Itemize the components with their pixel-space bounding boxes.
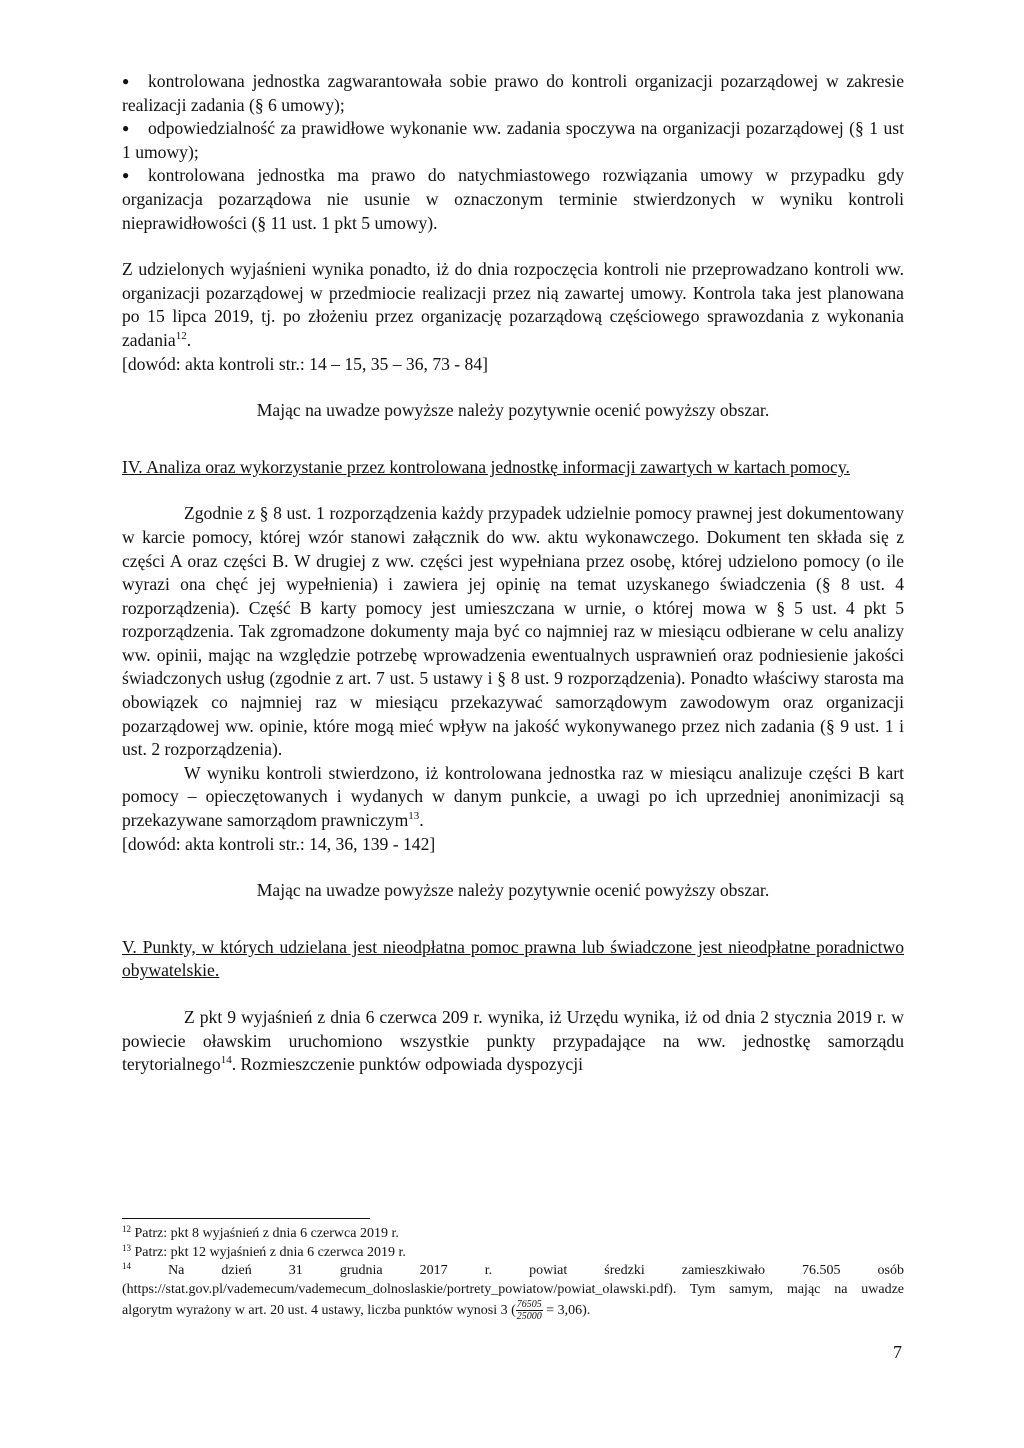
section-v-paragraph: Z pkt 9 wyjaśnień z dnia 6 czerwca 209 r. wynika, iż Urzędu wynika, iż od dnia 2 stycznia 2019 r. w powiecie oławskim uruchomiono wszystkie punkty przypadające na ww. jednostkę samorządu terytorialnego$^{14}$. Rozmieszczenie punktów odpowiada dyspozycji [122, 1007, 904, 1075]
footnotes [122, 1218, 904, 1322]
page-number: 7 [893, 1342, 902, 1362]
bullet-icon: ● [122, 121, 130, 136]
footnote-ref: 12 [175, 329, 187, 342]
page-body [122, 70, 904, 1077]
footnote: $^{14}$ Na dzień 31 grudnia 2017 r. powiat średzki zamieszkiwało 76.505 osób (https://stat.gov.pl/vademecum/vademecum_dolnoslaskie/portrety_powiatow/powiat_olawski.pdf). Tym samym, mając na uwadze algorytm wyrażony w art. 20 ust. 4 ustawy, liczba punktów wynosi 3 ( $\frac{76505}{25000}$ = 3,06). [122, 1261, 905, 1322]
footnote-ref: 13 [408, 810, 420, 823]
section-heading-iv: IV. Analiza oraz wykorzystanie przez kontrolowana jednostkę informacji zawartych w kartach pomocy. [122, 456, 850, 477]
assessment-line: Mając na uwadze powyższe należy pozytywnie ocenić powyższy obszar. [256, 400, 770, 421]
bullet-icon: ● [122, 168, 130, 183]
footnote: $^{13}$ Patrz: pkt 12 wyjaśnień z dnia 6 czerwca 2019 r. [122, 1242, 406, 1260]
footnote-divider [122, 1218, 370, 1219]
footnote: $^{12}$ Patrz: pkt 8 wyjaśnień z dnia 6 czerwca 2019 r. [122, 1224, 399, 1241]
section-iv-findings: W wyniku kontroli stwierdzono, iż kontrolowana jednostka raz w miesiącu analizuje części B kart pomocy – opieczętowanych i wydanych w danym punkcie, a uwagi po ich uprzedniej anonimizacji są przekazywane samorządom prawniczym$^{13}$. [122, 762, 904, 831]
assessment-line: Mając na uwadze powyższe należy pozytywnie ocenić powyższy obszar. [256, 880, 770, 901]
section-heading-v: V. Punkty, w których udzielana jest nieodpłatna pomoc prawna lub świadczone jest nieodpłatne poradnictwo obywatelskie. [122, 936, 904, 981]
bullet-item: ● kontrolowana jednostka zagwarantowała sobie prawo do kontroli organizacji pozarządowej w zakresie realizacji zadania (§ 6 umowy); [122, 71, 904, 115]
bullet-item: ● odpowiedzialność za prawidłowe wykonanie ww. zadania spoczywa na organizacji pozarządowej (§ 1 ust 1 umowy); [122, 118, 904, 162]
fraction: $\frac{76505}{25000}$ [516, 1299, 542, 1322]
footnote-ref: 14 [220, 1054, 232, 1067]
bullet-icon: ● [122, 74, 130, 88]
bullet-list [122, 70, 904, 235]
evidence-note: [dowód: akta kontroli str.: 14 – 15, 35 – 36, 73 - 84] [122, 353, 489, 374]
explanation-paragraph: Z udzielonych wyjaśnieni wynika ponadto, iż do dnia rozpoczęcia kontroli nie przeprowadzano kontroli ww. organizacji pozarządowej w przedmiocie realizacji przez nią zawartej umowy. Kontrola taka jest planowana po 15 lipca 2019, tj. po złożeniu przez organizację pozarządową częściowego sprawozdania z wykonania zadania$^{12}$. [122, 259, 904, 350]
evidence-note: [dowód: akta kontroli str.: 14, 36, 139 - 142] [122, 833, 436, 854]
bullet-item: ● kontrolowana jednostka ma prawo do natychmiastowego rozwiązania umowy w przypadku gdy organizacja pozarządowa nie usunie w oznaczonym terminie stwierdzonych w wyniku kontroli nieprawidłowości (§ 11 ust. 1 pkt 5 umowy). [122, 165, 904, 233]
section-iv-paragraph: Zgodnie z § 8 ust. 1 rozporządzenia każdy przypadek udzielnie pomocy prawnej jest dokumentowany w karcie pomocy, której wzór stanowi załącznik do ww. aktu wykonawczego. Dokument ten składa się z części A oraz części B. W drugiej z ww. części jest wypełniana przez osobę, której udzielono pomocy (o ile wyrazi ona chęć jej wypełnienia) i zawiera jej opinię na temat uzyskanego świadczenia (§ 8 ust. 4 rozporządzenia). Część B karty pomocy jest umieszczana w urnie, o której mowa w § 5 ust. 4 pkt 5 rozporządzenia. Tak zgromadzone dokumenty maja być co najmniej raz w miesiącu odbierane w celu analizy ww. opinii, mając na względzie potrzebę wprowadzenia ewentualnych usprawnień oraz podniesienie jakości świadczonych usług (zgodnie z art. 7 ust. 5 ustawy i § 8 ust. 9 rozporządzenia). Ponadto właściwy starosta ma obowiązek co najmniej raz w miesiącu przekazywać samorządowym zawodowym oraz organizacji pozarządowej ww. opinie, które mogą mieć wpływ na jakość wykonywanego przez nich zadania (§ 9 ust. 1 i ust. 2 rozporządzenia). [122, 503, 904, 760]
